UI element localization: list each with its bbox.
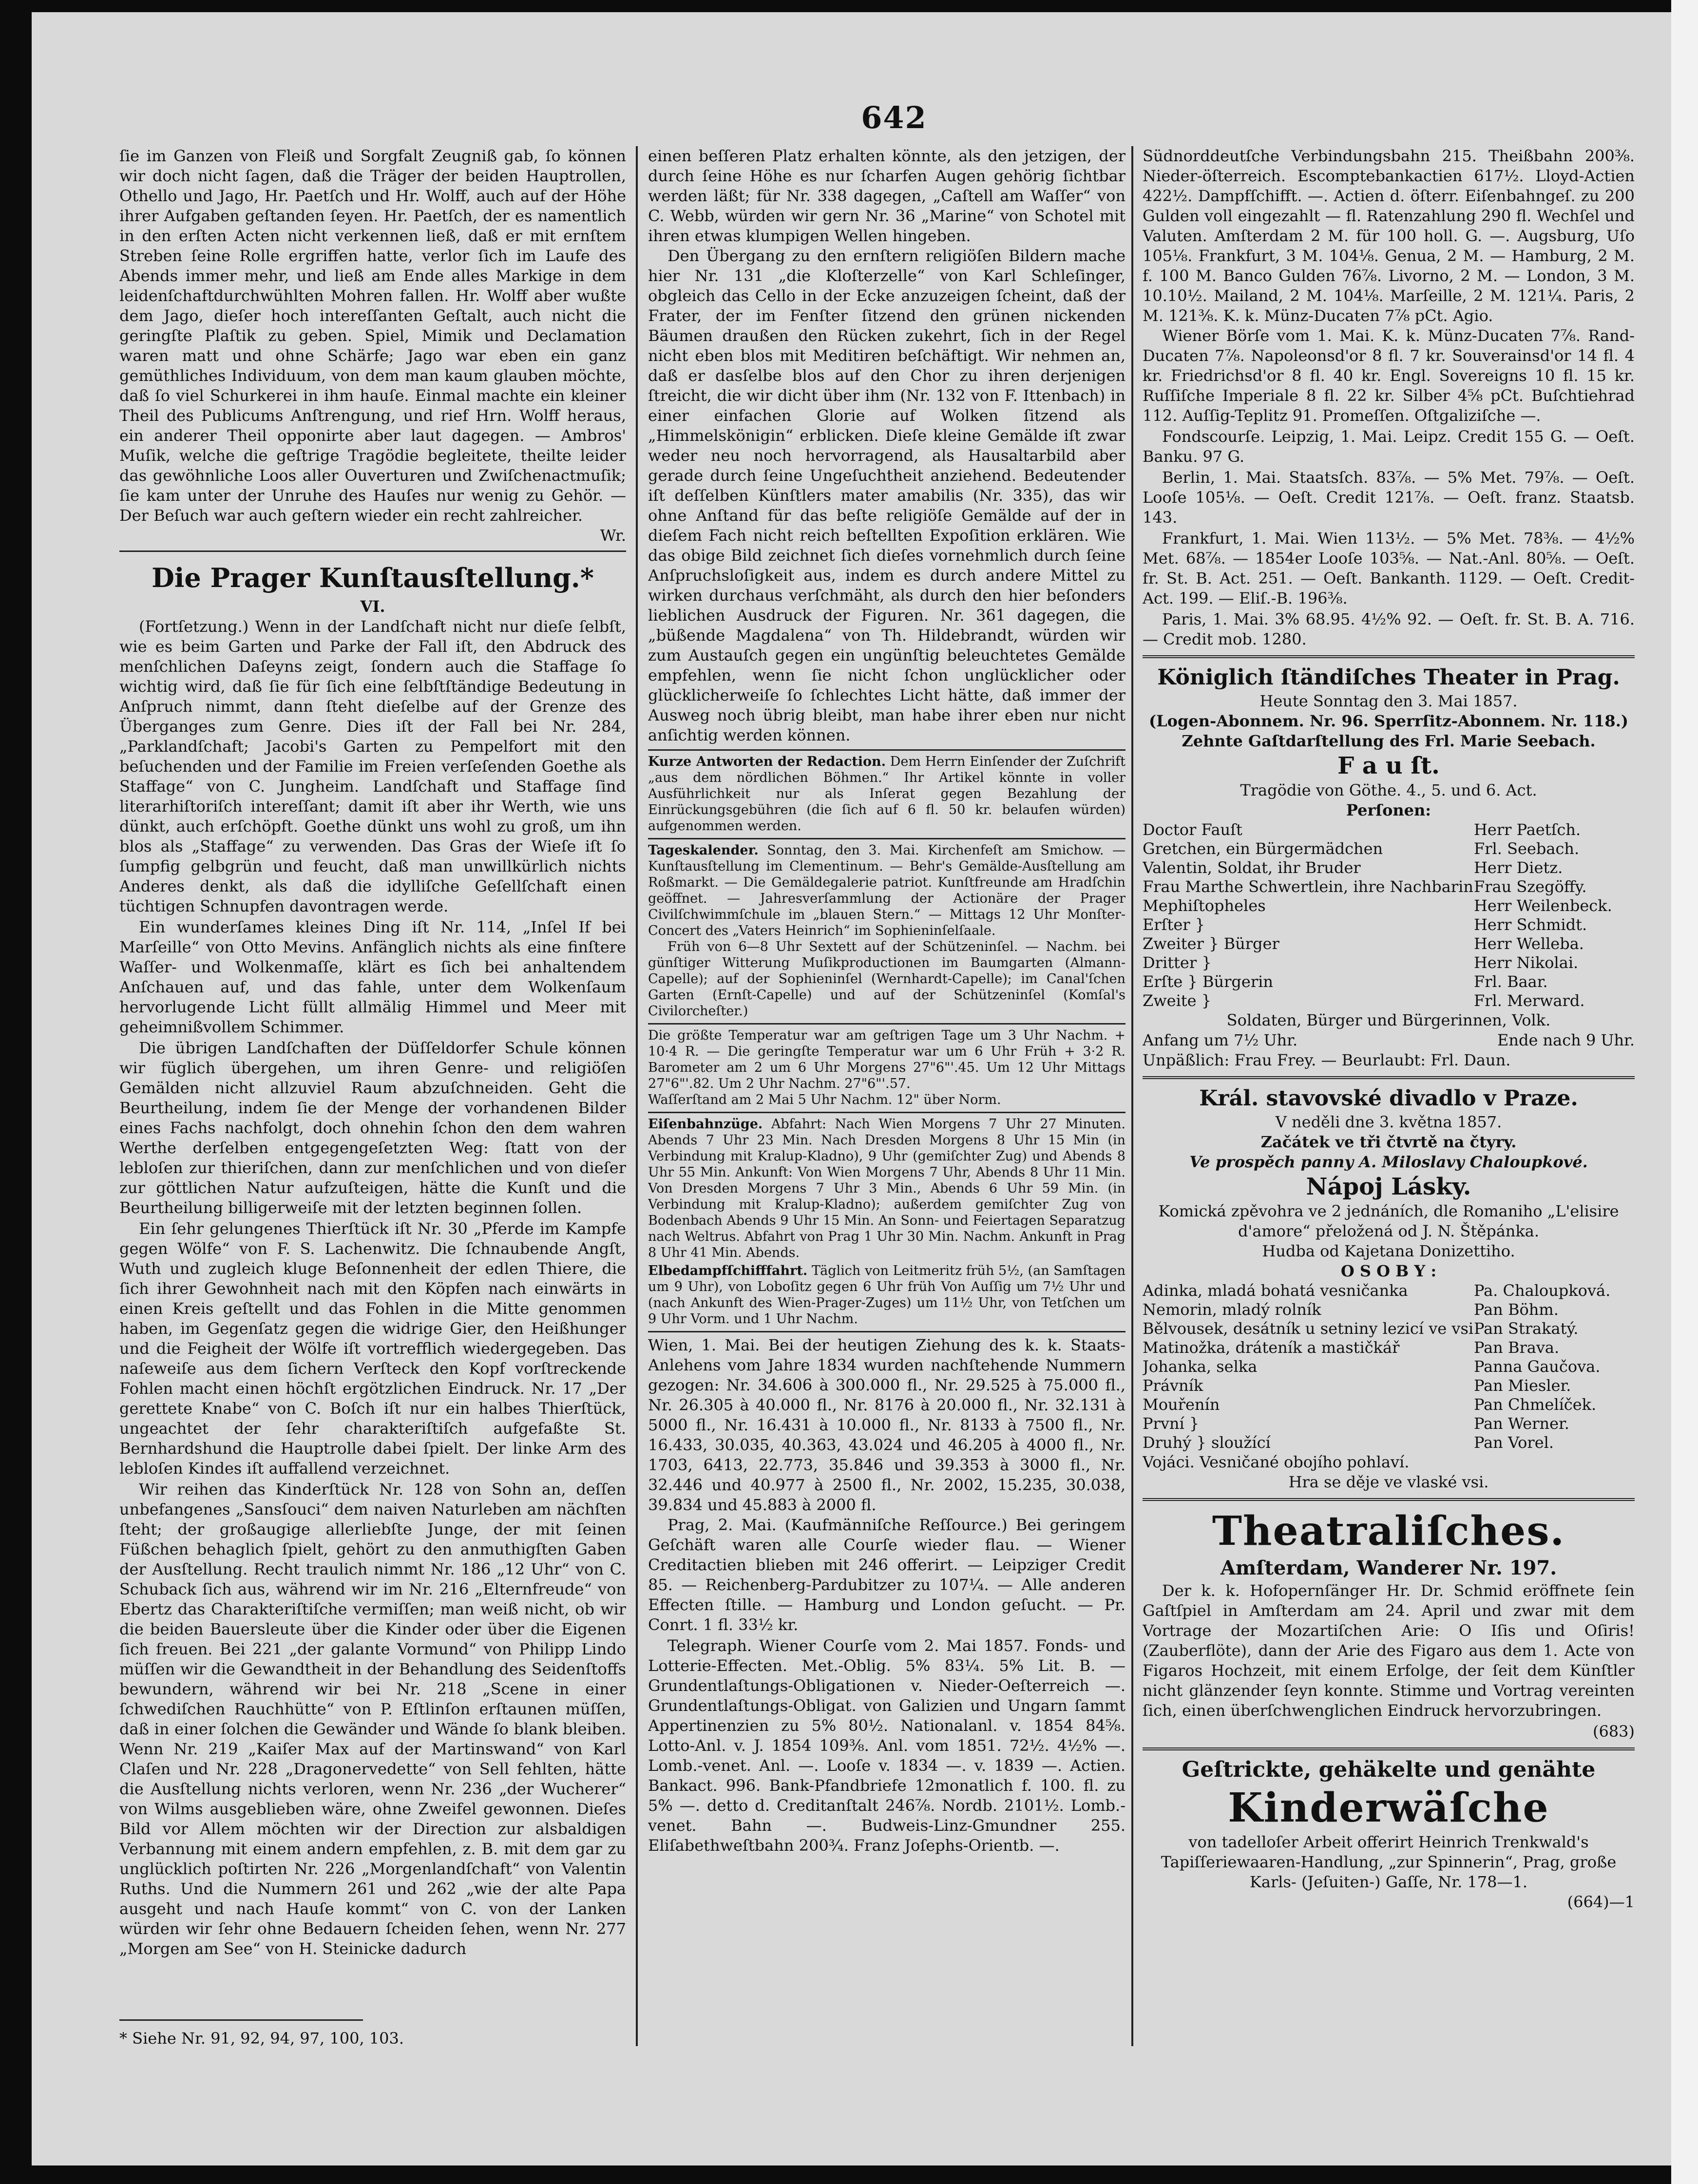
czech-play-desc: Komická zpěvohra ve 2 jednáních, dle Romaniho „L'elisire d'amore“ přeložená od J. N. Štěpánka. (1158, 1202, 1619, 1240)
funds-text: Fondscourſe. Leipzig, 1. Mai. Leipz. Credit 155 G. — Oeſt. Banku. 97 G. (1143, 427, 1635, 466)
calendar-section (648, 838, 1126, 1019)
divider (119, 551, 626, 552)
cast-row: Erſter } Herr Schmidt. (1143, 915, 1587, 934)
absence-note: Unpäßlich: Frau Frey. — Beurlaubt: Frl. Daun. (1143, 1051, 1511, 1069)
cast-row: Matinožka, dráteník a mastičkář Pan Brava. (1143, 1338, 1560, 1357)
cast-table (1143, 820, 1635, 1010)
divider (1143, 655, 1635, 658)
footnote-rule (119, 2019, 363, 2021)
answers-section (648, 749, 1126, 834)
lottery-text: Wien, 1. Mai. Bei der heutigen Ziehung des k. k. Staats-Anlehens vom Jahre 1834 wurden nachſtehende Nummern gezogen: Nr. 34.606 à 300.000 fl., Nr. 29.525 à 75.000 fl., Nr. 26.305 à 40.000 fl., Nr. 8176 à 20.000 fl., Nr. 32.131 à 5000 fl., Nr. 16.431 à 10.000 fl., Nr. 8133 à 7500 fl., Nr. 16.433, 30.035, 40.363, 43.024 und 46.205 à 4000 fl., Nr. 1703, 6413, 22.773, 35.846 und 39.353 à 3000 fl., Nr. 32.446 und 40.977 à 2500 fl., Nr. 2002, 15.235, 30.038, 39.834 und 45.883 à 2000 fl. (648, 1336, 1126, 1514)
ad-number: (664)—1 (1567, 1893, 1635, 1911)
play-subtitle: Tragödie von Göthe. 4., 5. und 6. Act. (1240, 781, 1537, 799)
divider (1143, 1747, 1635, 1750)
cast-row: Nemorin, mladý rolník Pan Böhm. (1143, 1300, 1559, 1319)
ad-title: Geſtrickte, gehäkelte und genähte (1182, 1757, 1596, 1782)
cast-row: Zweite } Frl. Merward. (1143, 991, 1585, 1010)
cast-row: První } Pan Werner. (1143, 1414, 1569, 1433)
article-paragraph: Ein wunderſames kleines Ding iſt Nr. 114, „Inſel If bei Marſeille“ von Otto Mevins. Anfänglich nichts als eine finſtere Waſſer- und Wolkenmaſſe, klärt es ſich bei anhaltendem Anſchauen auf, und das fahle, unter dem Wolkenſaum hervorlugende Licht füllt allmälig Himmel und Meer mit geheimnißvollem Schimmer. (119, 918, 626, 1036)
exchange-text: Südnorddeutſche Verbindungsbahn 215. Theißbahn 200⅜. Nieder-öſterreich. Escomptebankactien 617½. Lloyd-Actien 422½. Dampfſchifft. —. Actien d. öſterr. Eiſenbahngeſ. zu 200 Gulden voll eingezahlt — fl. Ratenzahlung 290 fl. Wechſel und Valuten. Amſterdam 2 M. für 100 holl. G. —. Augsburg, Uſo 105⅛. Frankfurt, 3 M. 104⅛. Genua, 2 M. — Hamburg, 2 M. f. 100 M. Banco Gulden 76⅞. Livorno, 2 M. — London, 3 M. 10.10½. Mailand, 2 M. 104⅛. Marſeille, 2 M. 121¼. Paris, 2 M. 121⅜. K. k. Münz-Ducaten 7⅞ pCt. Agio. (1143, 147, 1635, 325)
theatralisches-subtitle: Amſterdam, Wanderer Nr. 197. (1220, 1557, 1557, 1579)
column-2 (648, 146, 1126, 2056)
czech-benefit: Ve prospěch panny A. Miloslavy Chaloupkové. (1189, 1153, 1588, 1171)
czech-play-title: Nápoj Lásky. (1306, 1173, 1471, 1200)
czech-theater-title: Král. stavovské divadlo v Praze. (1199, 1086, 1578, 1111)
article-paragraph: einen beſſeren Platz erhalten könnte, als den jetzigen, der durch ſeine Höhe es nur ſcharfen Augen gehörig ſichtbar werden läßt; für Nr. 338 dagegen, „Caſtell am Waſſer“ von C. Webb, würden wir gern Nr. 36 „Marine“ von Schotel mit ihren etwas klumpigen Wellen hingeben. (648, 147, 1126, 245)
start-time: Anfang um 7½ Uhr. (1143, 1031, 1298, 1049)
czech-theater-date: V neděli dne 3. května 1857. (1275, 1113, 1502, 1131)
ad-headline: Kinderwäſche (1228, 1785, 1549, 1831)
cast-row: Mephiſtopheles Herr Weilenbeck. (1143, 896, 1612, 915)
czech-extras: Vojáci. Vesničané obojího pohlaví. (1143, 1453, 1410, 1471)
divider (1143, 1076, 1635, 1079)
column-3 (1143, 146, 1635, 2056)
theater-title: Königlich ſtändiſches Theater in Prag. (1157, 665, 1620, 690)
page-number: 642 (861, 100, 927, 135)
theater-guest: Zehnte Gaſtdarſtellung des Frl. Marie Seebach. (1182, 732, 1596, 750)
steamboat-title: Elbedampfſchifffahrt. (648, 1263, 808, 1278)
cast-row: Dritter } Herr Nikolai. (1143, 953, 1579, 972)
theater-subscription: (Logen-Abonnem. Nr. 96. Sperrſitz-Abonnem. Nr. 118.) (1149, 712, 1628, 730)
railway-section (648, 1112, 1126, 1327)
frankfurt-text: Frankfurt, 1. Mai. Wien 113½. — 5% Met. 78⅜. — 4½% Met. 68⅞. — 1854er Looſe 103⅝. — Nat.-Anl. 80⅝. — Oeſt. fr. St. B. Act. 251. — Oeſt. Bankanth. 1129. — Oeſt. Credit-Act. 199. — Eliſ.-B. 196⅜. (1143, 529, 1635, 608)
railway-text: Abfahrt: Nach Wien Morgens 7 Uhr 27 Minuten. Abends 7 Uhr 23 Min. Nach Dresden Morgens 8 Uhr 15 Min (in Verbindung mit Kralup-Kladno), 9 Uhr (gemiſchter Zug) und Abends 8 Uhr 55 Min. Ankunft: Von Wien Morgens 7 Uhr, Abends 8 Uhr 11 Min. Von Dresden Morgens 7 Uhr 3 Min., Abends 6 Uhr 59 Min. (in Verbindung mit Kralup-Kladno); außerdem gemiſchter Zug von Bodenbach Abends 9 Uhr 15 Min. An Sonn- und Feiertagen Separatzug nach Weltrus. Abfahrt von Prag 1 Uhr 30 Min. Nachm. Ankunft in Prag 8 Uhr 41 Min. Abends. (648, 1117, 1126, 1260)
cast-heading: Perſonen: (1346, 801, 1431, 819)
article-paragraph: (Fortſetzung.) Wenn in der Landſchaft nicht nur dieſe ſelbſt, wie es beim Garten und Parke der Fall iſt, den Abdruck des menſchlichen Daſeyns zeigt, ſondern auch die Staffage ſo wichtig wird, daß ſie für ſich eine ſelbſtſtändige Bedeutung in Anſpruch nimmt, dann ſteht dieſelbe auf der Grenze des Überganges zum Genre. Dies iſt der Fall bei Nr. 284, „Parklandſchaft; Jacobi's Garten zu Pempelfort mit den beſuchenden und der Familie im Freien verſeſenden Goethe als Staffage“ von C. Jungheim. Landſchaft und Staffage ſind literarhiſtoriſch intereſſant; damit iſt aber ihr Werth, wie uns dünkt, auch erſchöpft. Goethe dünkt uns wohl zu groß, um ihn blos als „Staffage“ zu verwenden. Das Gras der Wieſe iſt ſo ſumpfig gelbgrün und feucht, daß man unwillkürlich nichts Anderes denkt, als daß die idylliſche Geſellſchaft einen tüchtigen Schnupfen davontragen werde. (119, 617, 626, 915)
cast-row: Johanka, selka Panna Gaučova. (1143, 1357, 1601, 1376)
czech-start-time: Začátek ve tři čtvrtě na čtyry. (1260, 1133, 1517, 1151)
play-title: F a u ſt. (1337, 752, 1440, 779)
cast-row: Právník Pan Miesler. (1143, 1376, 1571, 1395)
cast-row: Druhý } sloužící Pan Vorel. (1143, 1433, 1554, 1452)
extras-line: Soldaten, Bürger und Bürgerinnen, Volk. (1226, 1011, 1551, 1029)
cast-row: Mouřenín Pan Chmelíček. (1143, 1395, 1597, 1414)
column-divider (1131, 146, 1133, 2046)
cast-row: Adinka, mladá bohatá vesničanka Pa. Chaloupková. (1143, 1281, 1611, 1300)
calendar-title: Tageskalender. (648, 843, 759, 858)
cast-row: Gretchen, ein Bürgermädchen Frl. Seebach. (1143, 839, 1580, 858)
footnote: * Siehe Nr. 91, 92, 94, 97, 100, 103. (119, 2029, 404, 2048)
review-paragraph: ſie im Ganzen von Fleiß und Sorgfalt Zeugniß gab, ſo können wir doch nicht ſagen, daß die Träger der beiden Hauptrollen, Othello und Jago, Hr. Paetſch und Hr. Wolff, auch auf der Höhe ihrer Aufgaben geſtanden ſeyen. Hr. Paetſch, der es namentlich in den erſten Acten nicht verkennen ließ, daß er mit ernſtem Streben ſeine Rolle ergriffen hatte, verlor ſich im Laufe des Abends immer mehr, und ließ am Ende alles Markige in dem leidenſchaftdurchwühlten Mohren fallen. Hr. Wolff aber wußte dem Jago, dieſer hoch intereſſanten Geſtalt, auch nicht die geringſte Plaſtik zu geben. Spiel, Mimik und Declamation waren matt und ohne Schärfe; Jago war eben ein ganz gemüthliches Individuum, von dem man kaum glauben möchte, daß ſo viel Schurkerei in ihm hauſe. Einmal machte ein kleiner Theil des Publicums Anſtrengung, und rief Hrn. Wolff heraus, ein anderer Theil opponirte aber laut dagegen. — Ambros' Muſik, welche die geſtrige Tragödie begleitete, theilte leider das gewöhnliche Loos aller Ouverturen und Zwiſchenactmuſik; ſie kam unter der Unruhe des Hauſes nur wenig zu Gehör. — Der Beſuch war auch geſtern wieder ein recht zahlreicher. (119, 147, 626, 525)
cast-row: Erſte } Bürgerin Frl. Baar. (1143, 972, 1548, 991)
ad-text: von tadelloſer Arbeit offerirt Heinrich Trenkwald's Tapiſſeriewaaren-Handlung, „zur Spinnerin“, Prag, große Karls- (Jeſuiten-) Gaſſe, Nr. 178—1. (1161, 1833, 1617, 1891)
czech-setting: Hra se děje ve vlaské vsi. (1288, 1473, 1489, 1491)
water-level-text: Waſſerſtand am 2 Mai 5 Uhr Nachm. 12" über Norm. (648, 1092, 1001, 1107)
telegraph-text: Telegraph. Wiener Courſe vom 2. Mai 1857. Fonds- und Lotterie-Effecten. Met.-Oblig. 5% 83¼. 5% Lit. B. — Grundentlaſtungs-Obligationen v. Nieder-Oeſterreich —. Grundentlaſtungs-Obligat. von Galizien und Ungarn ſammt Appertinenzien zu 5% 80½. Nationalanl. v. 1854 84⅝. Lotto-Anl. v. J. 1854 109⅜. Anl. vom 1851. 72½. 4½% —. Lomb.-venet. Anl. —. Looſe v. 1834 —. v. 1839 —. Actien. Bankact. 996. Bank-Pfandbriefe 12monatlich f. 100. fl. zu 5% —. detto d. Creditanſtalt 246⅞. Nordb. 2101½. Lomb.-venet. Bahn —. Budweis-Linz-Gmundner 255. Eliſabethweſtbahn 200¾. Franz Joſephs-Orientb. —. (648, 1636, 1126, 1855)
vienna-bourse-text: Wiener Börſe vom 1. Mai. K. k. Münz-Ducaten 7⅞. Rand-Ducaten 7⅞. Napoleonsd'or 8 fl. 7 kr. Souverainsd'or 14 fl. 4 kr. Friedrichsd'or 8 fl. 40 kr. Engl. Sovereigns 10 fl. 15 kr. Ruſſiſche Imperiale 8 fl. 22 kr. Silber 4⅝ pCt. Buſchtiehrad 112. Auſſig-Teplitz 91. Promeſſen. Oſtgaliziſche —. (1143, 326, 1635, 425)
article-paragraph: Die übrigen Landſchaften der Düſſeldorfer Schule können wir füglich übergehen, um ihren Genre- und religiöſen Gemälden nicht allzuviel Raum abzuſchneiden. Geht die Beurtheilung, indem ſie der Menge der vorhandenen Bilder eines Fachs nachfolgt, doch ohnehin ſchon den dem wahren Werthe derſelben entgegengeſetzten Weg: ſtatt von der lebloſen zur thieriſchen, dann zur menſchlichen und von dieſer zur göttlichen Natur aufzuſteigen, hätte die Kunſt und die Beurtheilung billigerweiſe mit der letzten beginnen ſollen. (119, 1039, 626, 1217)
cast-row: Doctor Fauſt Herr Paetſch. (1143, 820, 1581, 839)
theater-date: Heute Sonntag den 3. Mai 1857. (1259, 692, 1518, 710)
railway-title: Eiſenbahnzüge. (648, 1117, 763, 1132)
cast-row: Zweiter } Bürger Herr Welleba. (1143, 934, 1584, 953)
calendar-text-2: Früh von 6—8 Uhr Sextett auf der Schützeninſel. — Nachm. bei günſtiger Witterung Muſikproductionen im Baumgarten (Almann-Capelle); auf der Sophieninſel (Wernhardt-Capelle); im Canal'ſchen Garten (Ernſt-Capelle) und auf der Schützeninſel (Komſal's Civilorcheſter.) (648, 939, 1126, 1019)
temperature-text: Die größte Temperatur war am geſtrigen Tage um 3 Uhr Nachm. + 10·4 R. — Die geringſte Temperatur war um 6 Uhr Früh + 3·2 R. Barometer am 2 um 6 Uhr Morgens 27"6"'.45. Um 12 Uhr Mittags 27"6"'.82. Um 2 Uhr Nachm. 27"6"'.57. (648, 1028, 1126, 1091)
finance-section (648, 1331, 1126, 1856)
article-paragraph: Wir reihen das Kinderſtück Nr. 128 von Sohn an, deſſen unbefangenes „Sansſouci“ dem naiven Naturleben am nächſten ſteht; der großaugige allerliebſte Junge, der mit ſeinen Füßchen behaglich ſpielt, gehört zu den anmuthigſten Gaben der Ausſtellung. Recht traulich nimmt Nr. 186 „12 Uhr“ von C. Schuback ſich aus, während wir im Nr. 216 „Elternfreude“ von Ebertz das Charakteriſtiſche vermiſſen; man weiß nicht, ob wir die beiden Bauersleute über die Kinder oder über die Eigenen ſich freuen. Bei 221 „der galante Vormund“ von Philipp Lindo müſſen wir die Gewandtheit in der Behandlung des Seidenſtoffs bewundern, während wir bei Nr. 218 „Scene in einer ſchwediſchen Rauchhütte“ von P. Eſtlinſon erſtaunen müſſen, daß in einer ſolchen die Gewänder und Wände ſo blank bleiben. Wenn Nr. 219 „Kaiſer Max auf der Martinswand“ von Karl Claſen und Nr. 228 „Dragonervedette“ von Sell fehlten, hätte die Ausſtellung nichts verloren, wenn Nr. 236 „der Wucherer“ von Wilms ausgeblieben wäre, ohne Zweifel gewonnen. Dieſes Bild vor Allem möchten wir der Direction zur alsbaldigen Verbannung mit einem andern empfehlen, z. B. mit dem gar zu unglücklich poſtirten Nr. 226 „Morgenlandſchaft“ von Valentin Ruths. Und die Nummern 261 und 262 „wie der alte Papa ausgeht und nach Hauſe kommt“ von C. von der Lanken würden wir ſehr ohne Bedauern ſcheiden ſehen, wenn Nr. 277 „Morgen am See“ von H. Steinicke dadurch (119, 1480, 626, 1958)
czech-music-credit: Hudba od Kajetana Donizettiho. (1262, 1242, 1515, 1260)
article-paragraph: Den Übergang zu den ernſtern religiöſen Bildern mache hier Nr. 131 „die Kloſterzelle“ von Karl Schleſinger, obgleich das Cello in der Ecke anzuzeigen ſcheint, daß der Frater, der im Fenſter ſitzend den grünen nickenden Bäumen draußen den Rücken zukehrt, ſich in der Regel nicht eben blos mit Meditiren beſchäftigt. Wir nehmen an, daß er dasſelbe blos auf den Chor zu ihren derjenigen ſtreicht, die wir dicht über ihm (Nr. 132 von F. Ittenbach) in einer einfachen Glorie auf Wolken ſitzend als „Himmelskönigin“ erblicken. Dieſe kleine Gemälde iſt zwar weder neu noch hervorragend, als Hausaltarbild aber gerade durch ſeine Ungeſuchtheit anziehend. Bedeutender iſt deſſelben Künſtlers mater amabilis (Nr. 335), das wir ohne Anſtand für das beſte religiöſe Gemälde auf der in dieſem Fach nicht reich beſtellten Expoſition erklären. Wie das obige Bild zeichnet ſich dieſes vornehmlich durch ſeine Anſpruchsloſigkeit aus, indem es durch andere Mittel zu wirken durchaus verſchmäht, als durch den hier beſonders lieblichen Ausdruck der Figuren. Nr. 361 dagegen, die „büßende Magdalena“ von Th. Hildebrandt, würden wir zum Austauſch gegen ein ungünſtig beleuchtetes Gemälde empfehlen, wenn ſie nicht ſchon unglücklicher oder glücklicherweiſe ſo ſchlechtes Licht hätte, daß immer der Ausweg noch übrig bleibt, man habe ihrer eben nur nicht anſichtig werden können. (648, 247, 1126, 744)
page-edge (1671, 0, 1698, 2184)
cast-row: Valentin, Soldat, ihr Bruder Herr Dietz. (1143, 858, 1563, 877)
theatralisches-title: Theatraliſches. (1212, 1508, 1565, 1555)
prague-exchange-text: Prag, 2. Mai. (Kaufmänniſche Reſſource.) Bei geringem Geſchäft waren alle Courſe wieder flau. — Wiener Creditactien blieben mit 246 offerirt. — Leipziger Credit 85. — Reichenberg-Pardubitzer zu 107¼. — Alle anderen Effecten ſtille. — Hamburg und London geſucht. — Pr. Conrt. 1 fl. 33½ kr. (648, 1516, 1126, 1634)
column-1 (119, 146, 626, 2056)
theatralisches-text: Der k. k. Hofopernſänger Hr. Dr. Schmid eröffnete ſein Gaſtſpiel in Amſterdam am 24. April und zwar mit dem Vortrage der Mozartiſchen Arie: O Iſis und Oſiris! (Zauberflöte), dann der Arie des Figaro aus dem 1. Acte von Figaros Hochzeit, mit einem Erfolge, der ſeit dem Künſtler nicht glänzender ſeyn konnte. Stimme und Vortrag vereinten ſich, einen überſchwenglichen Eindruck hervorzubringen. (1143, 1581, 1635, 1720)
divider (1143, 1498, 1635, 1501)
article-heading: Die Prager Kunſtausſtellung.* (152, 562, 594, 593)
end-time: Ende nach 9 Uhr. (1497, 1031, 1635, 1049)
paris-text: Paris, 1. Mai. 3% 68.95. 4½% 92. — Oeſt. fr. St. B. A. 716. — Credit mob. 1280. (1143, 610, 1635, 648)
weather-section (648, 1023, 1126, 1108)
calendar-text: Sonntag, den 3. Mai. Kirchenfeſt am Smichow. — Kunſtausſtellung im Clementinum. — Behr's Gemälde-Ausſtellung am Roßmarkt. — Die Gemäldegalerie patriot. Kunſtfreunde am Hradſchin geöffnet. — Jahresverſammlung der Actionäre der Prager Civilſchwimmſchule im „blauen Stern.“ — Mittags 12 Uhr Monſter-Concert des „Vaters Heinrich“ im Sophieninſelſaale. (648, 843, 1126, 938)
article-part: VI. (360, 597, 385, 616)
answers-text: Dem Herrn Einſender der Zuſchrift „aus dem nördlichen Böhmen.“ Ihr Artikel könnte in voller Ausführlichkeit nur als Inſerat gegen Bezahlung der Einrückungsgebühren (die ſich auf 6 fl. 50 kr. belaufen würden) aufgenommen werden. (648, 754, 1126, 834)
theatralisches-number: (683) (1592, 1722, 1635, 1741)
column-divider (636, 146, 638, 2046)
czech-cast-heading: O S O B Y : (1340, 1262, 1437, 1280)
berlin-text: Berlin, 1. Mai. Staatsſch. 83⅞. — 5% Met. 79⅞. — Oeſt. Looſe 105⅛. — Oeſt. Credit 121⅞. — Oeſt. franz. Staatsb. 143. (1143, 468, 1635, 527)
answers-title: Kurze Antworten der Redaction. (648, 754, 886, 769)
czech-cast-table (1143, 1281, 1635, 1452)
steamboat-text: Täglich von Leitmeritz früh 5½, (an Samſtagen um 9 Uhr), von Loboſitz gegen 6 Uhr früh Von Auſſig um 7½ Uhr und (nach Ankunft des Wien-Prager-Zuges) um 11½ Uhr, von Tetſchen um 9 Uhr Vorm. und 1 Uhr Nachm. (648, 1263, 1126, 1327)
article-paragraph: Ein ſehr gelungenes Thierſtück iſt Nr. 30 „Pferde im Kampfe gegen Wölfe“ von F. S. Lachenwitz. Die ſchnaubende Angſt, Wuth und zugleich kluge Beſonnenheit der edlen Thiere, die ſich ihrer Gewohnheit nach mit den Köpfen nach einwärts in einen Kreis geſtellt und das Fohlen in die Mitte genommen haben, im Gegenſatz gegen die widrige Gier, den Heißhunger und die Feigheit der Wölfe iſt vortrefflich wiedergegeben. Das naſeweiſe aus dem ſichern Verſteck den Kopf vorſtreckende Fohlen macht einen höchſt ergötzlichen Eindruck. Nr. 17 „Der gerettete Knabe“ von C. Boſch iſt nur ein halbes Thierſtück, ungeachtet der ſehr charakteriſtiſch aufgefaßte St. Bernhardshund die Hauptrolle dabei ſpielt. Der linke Arm des lebloſen Kindes iſt auffallend verzeichnet. (119, 1219, 626, 1478)
cast-row: Frau Marthe Schwertlein, ihre Nachbarin Frau Szegöffy. (1143, 877, 1587, 896)
signature: Wr. (600, 526, 626, 545)
cast-row: Bělvousek, desátník u setniny lezicí ve vsi Pan Strakatý. (1143, 1319, 1579, 1338)
